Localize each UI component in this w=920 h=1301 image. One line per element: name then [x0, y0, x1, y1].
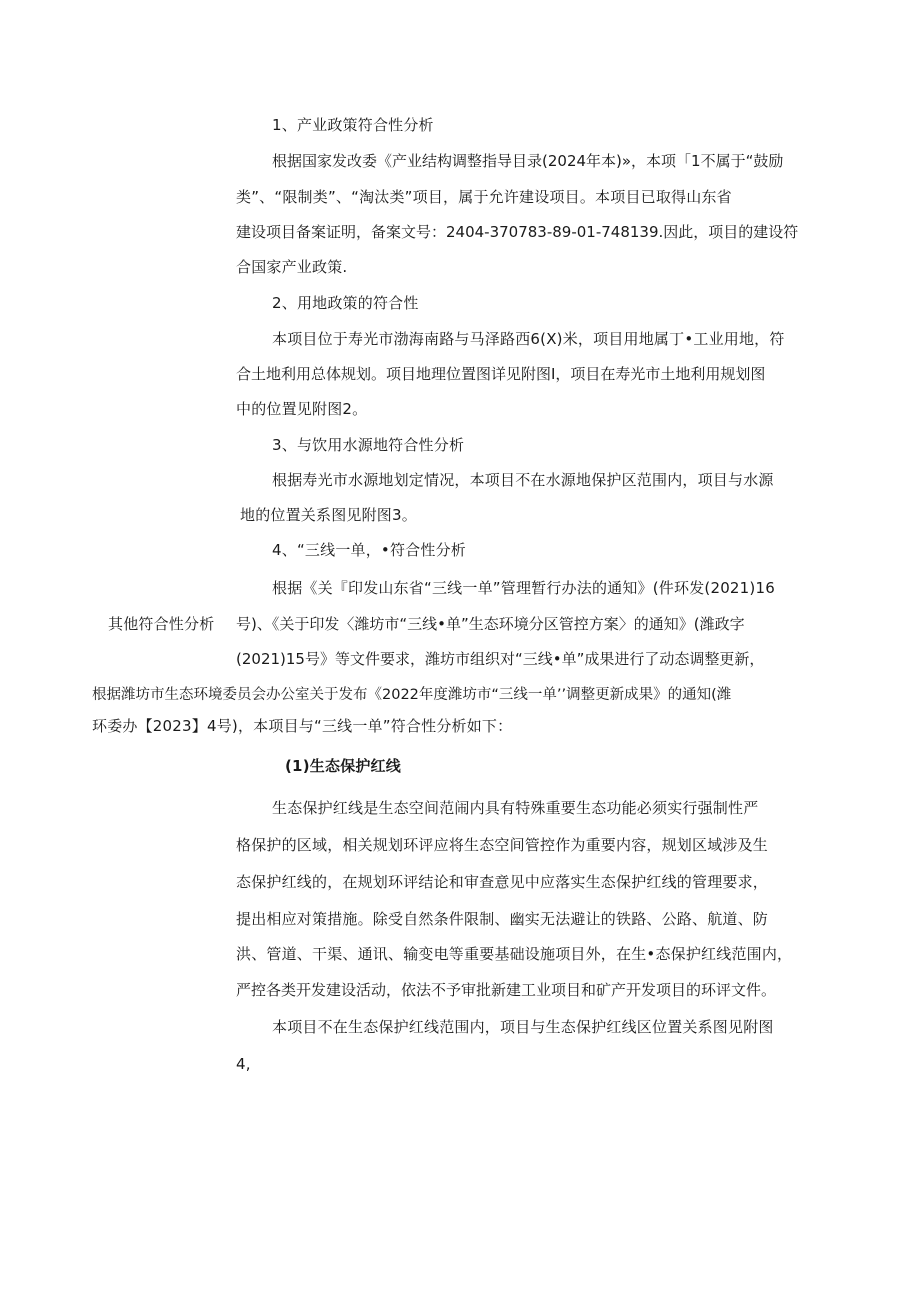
text-line: 地的位置关系图见附图3。	[240, 506, 417, 524]
heading-three-lines: 4、“三线一单，•符合性分析	[272, 541, 466, 559]
heading-water-source: 3、与饮用水源地符合性分析	[272, 436, 465, 454]
text-line: 根据潍坊市生态环境委员会办公室关于发布《2022年度潍坊市“三线一单’’调整更新成果》的通知(潍	[92, 687, 732, 703]
heading-ecological-redline: (1)生态保护红线	[285, 757, 401, 775]
text-line: 根据国家发改委《产业结构调整指导目录(2024年本)»，本项「1不属于“鼓励	[272, 152, 784, 170]
text-line: 根据《关『印发山东省“三线一单”管理暂行办法的通知》(件环发(2021)16	[272, 579, 775, 597]
text-line: 环委办【2023】4号)，本项目与“三线一单”符合性分析如下：	[92, 717, 513, 735]
text-line: 严控各类开发建设活动，依法不予审批新建工业项目和矿产开发项目的环评文件。	[236, 981, 777, 999]
text-line: 格保护的区域，相关规划环评应将生态空间管控作为重要内容，规划区域涉及生	[236, 836, 769, 854]
text-line: 根据寿光市水源地划定情况，本项目不在水源地保护区范围内，项目与水源	[272, 471, 774, 489]
text-line: 洪、管道、干渠、通讯、输变电等重要基础设施项目外，在生•态保护红线范围内，	[236, 945, 793, 963]
text-line: 4,	[236, 1055, 251, 1073]
text-line: 中的位置见附图2。	[236, 400, 368, 418]
text-line: 提出相应对策措施。除受自然条件限制、幽实无法避让的铁路、公路、航道、防	[236, 910, 769, 928]
text-line: 合土地利用总体规划。项目地理位置图详见附图I，项目在寿光市土地利用规划图	[236, 365, 766, 383]
text-line: 号)、《关于印发〈潍坊市“三线•单”生态环境分区管控方案〉的通知》(潍政字	[236, 615, 745, 633]
text-line: 类”、“限制类”、“淘汰类”项目，属于允许建设项目。本项目已取得山东省	[236, 188, 732, 206]
text-line: 建设项目备案证明，备案文号：2404-370783-89-01-748139.因此，项目的建设符	[236, 223, 799, 241]
heading-land-policy: 2、用地政策的符合性	[272, 294, 419, 312]
text-line: 态保护红线的，在规划环评结论和审查意见中应落实生态保护红线的管理要求，	[236, 873, 769, 891]
text-line: 本项目不在生态保护红线范围内，项目与生态保护红线区位置关系图见附图	[272, 1018, 774, 1036]
text-line: 本项目位于寿光市渤海南路与马泽路西6(X)米，项目用地属丁•工业用地，符	[272, 330, 785, 348]
side-label: 其他符合性分析	[108, 615, 215, 633]
text-line: 生态保护红线是生态空间范闹内具有特殊重要生态功能必须实行强制性严	[272, 799, 759, 817]
text-line: (2021)15号》等文件要求，潍坊市组织对“三线•单”成果进行了动态调整更新，	[236, 650, 765, 668]
heading-industry-policy: 1、产业政策符合性分析	[272, 116, 434, 134]
text-line: 合国家产业政策.	[236, 258, 348, 276]
